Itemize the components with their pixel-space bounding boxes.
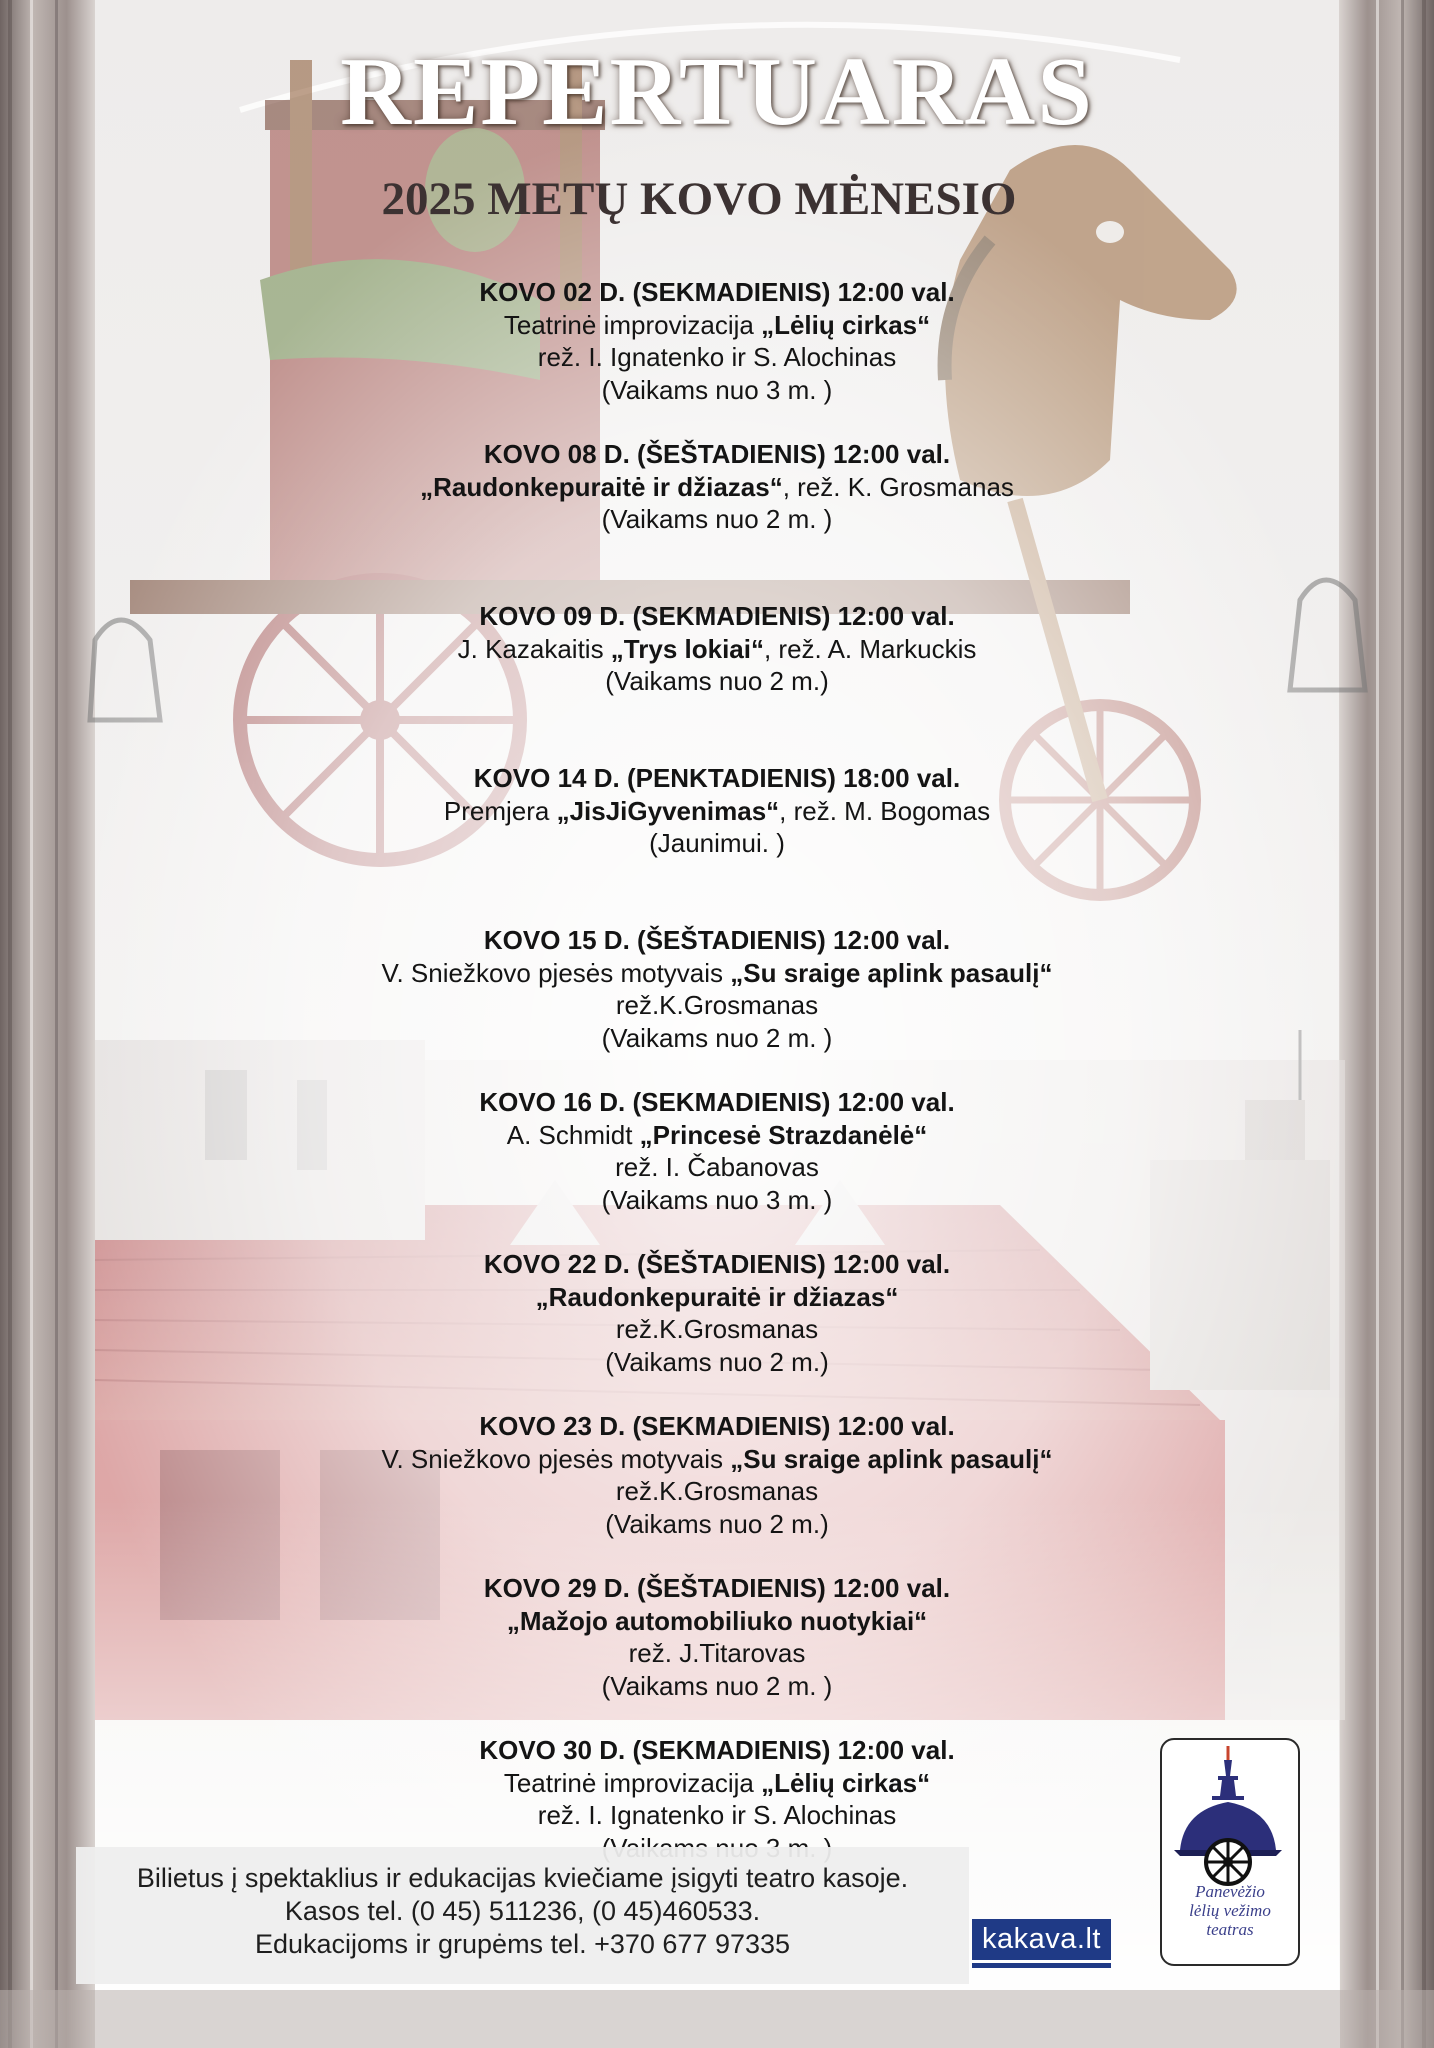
logo-caption-line: Panevėžio	[1195, 1882, 1265, 1901]
event-title: „Raudonkepuraitė ir džiazas“	[420, 471, 783, 502]
event-title: „Mažojo automobiliuko nuotykiai“	[506, 1605, 928, 1636]
event-title: „Su sraige aplink pasaulį“	[730, 957, 1053, 988]
event-title: „Trys lokiai“	[610, 633, 764, 664]
kakava-underline	[972, 1963, 1111, 1968]
logo-caption	[1162, 1882, 1298, 1939]
event-date: KOVO 08 D. (ŠEŠTADIENIS) 12:00 val.	[483, 439, 951, 469]
event-detail: rež. I. Ignatenko ir S. Alochinas	[537, 1800, 897, 1830]
event-title-line	[0, 795, 1434, 828]
event-title-line	[0, 471, 1434, 504]
theatre-logo	[1160, 1738, 1300, 1966]
event-title: „Lėlių cirkas“	[761, 1767, 931, 1798]
event-age-info: (Vaikams nuo 2 m. )	[601, 1022, 833, 1053]
page-subtitle: 2025 METŲ KOVO MĖNESIO	[381, 173, 1017, 225]
event-date: KOVO 02 D. (SEKMADIENIS) 12:00 val.	[479, 277, 955, 307]
event-detail: rež.K.Grosmanas	[615, 990, 819, 1020]
event-date: KOVO 30 D. (SEKMADIENIS) 12:00 val.	[479, 1735, 955, 1765]
event-age-info: (Vaikams nuo 2 m.)	[605, 1508, 829, 1539]
event-item	[0, 762, 1434, 924]
event-title-extra: A. Schmidt	[506, 1119, 640, 1150]
event-item	[0, 1086, 1434, 1248]
event-detail: (Vaikams nuo 2 m.)	[605, 666, 829, 696]
event-title-extra: Premjera	[443, 795, 557, 826]
event-item	[0, 1572, 1434, 1734]
event-date: KOVO 09 D. (SEKMADIENIS) 12:00 val.	[479, 601, 955, 631]
event-detail: rež.K.Grosmanas	[615, 1314, 819, 1344]
event-age-info: (Vaikams nuo 3 m. )	[601, 1184, 833, 1215]
event-age-info: (Vaikams nuo 2 m. )	[601, 1670, 833, 1701]
event-title-line	[0, 1281, 1434, 1314]
logo-caption-line: teatras	[1206, 1920, 1254, 1939]
puppet-wagon-logo-icon	[1162, 1740, 1298, 1890]
event-detail: (Vaikams nuo 2 m. )	[601, 504, 833, 534]
event-item	[0, 1248, 1434, 1410]
event-title-line	[0, 1605, 1434, 1638]
ticket-info-line: Bilietus į spektaklius ir edukacijas kviečiame įsigyti teatro kasoje.	[136, 1863, 909, 1893]
event-item	[0, 600, 1434, 762]
event-detail: rež.K.Grosmanas	[615, 1476, 819, 1506]
event-detail: rež. I. Ignatenko ir S. Alochinas	[537, 342, 897, 372]
event-date: KOVO 14 D. (PENKTADIENIS) 18:00 val.	[473, 763, 961, 793]
event-item	[0, 276, 1434, 438]
event-detail: rež. I. Čabanovas	[615, 1152, 819, 1182]
event-title-line	[0, 309, 1434, 342]
kakava-link[interactable]: kakava.lt	[972, 1919, 1111, 1960]
event-title-extra: Teatrinė improvizacija	[503, 309, 762, 340]
event-title-extra: V. Sniežkovo pjesės motyvais	[381, 1443, 731, 1474]
event-date: KOVO 16 D. (SEKMADIENIS) 12:00 val.	[479, 1087, 955, 1117]
event-title-extra: , rež. M. Bogomas	[779, 795, 991, 826]
event-age-info: (Vaikams nuo 2 m.)	[605, 1346, 829, 1377]
event-title: „Lėlių cirkas“	[761, 309, 931, 340]
event-item	[0, 924, 1434, 1086]
event-title-extra: , rež. K. Grosmanas	[782, 471, 1014, 502]
cashier-phone-line: Kasos tel. (0 45) 511236, (0 45)460533.	[284, 1896, 761, 1926]
event-title-line	[0, 1119, 1434, 1152]
event-detail: rež. J.Titarovas	[628, 1638, 806, 1668]
event-detail: (Jaunimui. )	[649, 828, 785, 858]
event-title-line	[0, 957, 1434, 990]
ticket-info-box	[76, 1847, 969, 1984]
event-title-line	[0, 1443, 1434, 1476]
event-date: KOVO 23 D. (SEKMADIENIS) 12:00 val.	[479, 1411, 955, 1441]
event-title: „Princesė Strazdanėlė“	[639, 1119, 928, 1150]
event-item	[0, 438, 1434, 600]
event-title: „Raudonkepuraitė ir džiazas“	[535, 1281, 899, 1312]
event-date: KOVO 15 D. (ŠEŠTADIENIS) 12:00 val.	[483, 925, 951, 955]
event-title: „Su sraige aplink pasaulį“	[730, 1443, 1053, 1474]
event-title-extra: Teatrinė improvizacija	[503, 1767, 762, 1798]
event-item	[0, 1410, 1434, 1572]
logo-caption-line: lėlių vežimo	[1189, 1901, 1271, 1920]
event-date: KOVO 29 D. (ŠEŠTADIENIS) 12:00 val.	[483, 1573, 951, 1603]
event-title-extra: , rež. A. Markuckis	[763, 633, 977, 664]
event-title: „JisJiGyvenimas“	[556, 795, 780, 826]
event-date: KOVO 22 D. (ŠEŠTADIENIS) 12:00 val.	[483, 1249, 951, 1279]
events-list	[0, 276, 1434, 1896]
event-title-extra: V. Sniežkovo pjesės motyvais	[381, 957, 731, 988]
event-title-line	[0, 633, 1434, 666]
event-age-info: (Vaikams nuo 3 m. )	[601, 374, 833, 405]
page-title: REPERTUARAS	[340, 38, 1094, 146]
education-phone-line: Edukacijoms ir grupėms tel. +370 677 97335	[254, 1929, 791, 1959]
event-title-extra: J. Kazakaitis	[457, 633, 611, 664]
